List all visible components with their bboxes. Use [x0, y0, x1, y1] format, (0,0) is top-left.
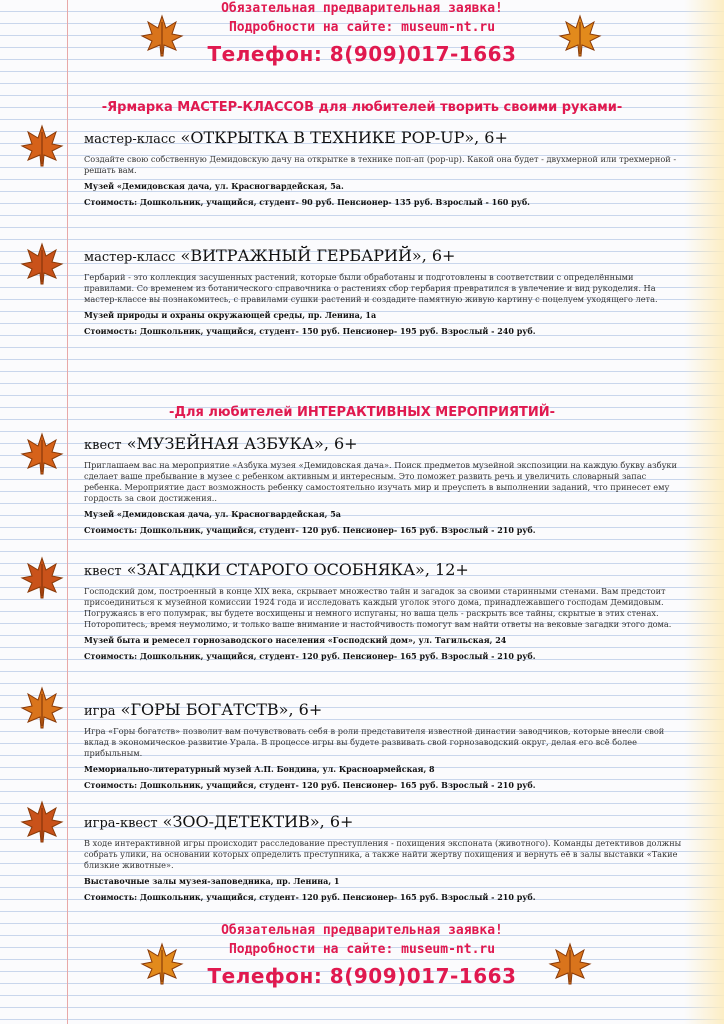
maple-leaf-icon [140, 14, 184, 58]
event-item [84, 128, 684, 208]
event-name: «МУЗЕЙНАЯ АЗБУКА», 6+ [126, 434, 358, 453]
header-notice [0, 0, 724, 70]
event-description: Гербарий - это коллекция засушенных растений, которые были обработаны и подготовлены в соответствии с определёнными правилами. Со временем из ботанического справочника о растениях сбор гербария превратился в увлечение и вид рукоделия. На мастер-классе вы познакомитесь, с правилами сушки растений и создадите памятную живую картину с поцелуем уходящего лета. [84, 272, 658, 304]
event-description: Игра «Горы богатств» позволит вам почувствовать себя в роли представителя известной династии заводчиков, которые внесли свой вклад в экономическое развитие Урала. В процессе игры вы будете развивать свой горнозаводский округ, делая его всё более прибыльным. [84, 726, 665, 758]
event-name: «ВИТРАЖНЫЙ ГЕРБАРИЙ», 6+ [180, 246, 456, 265]
footer-website-line: Подробности на сайте: museum-nt.ru [228, 942, 496, 957]
section-title-interactive: -Для любителей ИНТЕРАКТИВНЫХ МЕРОПРИЯТИЙ- [168, 405, 556, 420]
event-price: Стоимость: Дошкольник, учащийся, студент- 90 руб. Пенсионер- 135 руб. Взрослый - 160 руб. [84, 197, 530, 207]
footer-phone: Телефон: 8(909)017-1663 [207, 964, 517, 988]
event-price: Стоимость: Дошкольник, учащийся, студент- 120 руб. Пенсионер- 165 руб. Взрослый - 210 руб. [84, 525, 536, 535]
event-place: Музей быта и ремесел горнозаводского населения «Господский дом», ул. Тагильская, 24 [84, 635, 507, 645]
maple-leaf-icon [548, 942, 592, 986]
footer-notice [0, 922, 724, 992]
maple-leaf-icon [20, 432, 64, 476]
maple-leaf-icon [20, 800, 64, 844]
event-item [84, 560, 684, 662]
event-title [84, 128, 684, 150]
header-phone: Телефон: 8(909)017-1663 [207, 42, 517, 66]
event-item [84, 700, 684, 791]
event-title [84, 700, 684, 722]
event-name: «ЗАГАДКИ СТАРОГО ОСОБНЯКА», 12+ [126, 560, 469, 579]
event-title [84, 434, 684, 456]
event-item [84, 434, 684, 536]
event-place: Музей «Демидовская дача, ул. Красногвардейская, 5а. [84, 181, 344, 191]
footer-request-line: Обязательная предварительная заявка! [221, 923, 503, 938]
event-place: Выставочные залы музея-заповедника, пр. Ленина, 1 [84, 876, 340, 886]
event-description: Господский дом, построенный в конце XIX века, скрывает множество тайн и загадок за своими старинными стенами. Вам предстоит присоединиться к музейной комиссии 1924 года и исследовать каждый уголок этого дома, принадлежавшего господам Демидовым. Погружаясь в его полумрак, вы будете восхищены и немного испуганы, но ваша цель - раскрыть все тайны, скрытые в этих стенах. Поторопитесь, время неумолимо, и только ваше внимание и настойчивость помогут вам найти ответы на вековые загадки этого дома. [84, 586, 672, 629]
event-place: Мемориально-литературный музей А.П. Бондина, ул. Красноармейская, 8 [84, 764, 435, 774]
event-price: Стоимость: Дошкольник, учащийся, студент- 120 руб. Пенсионер- 165 руб. Взрослый - 210 руб. [84, 892, 536, 902]
maple-leaf-icon [20, 556, 64, 600]
event-kind: квест [84, 564, 122, 579]
maple-leaf-icon [20, 242, 64, 286]
event-kind: квест [84, 438, 122, 453]
event-item [84, 812, 684, 903]
maple-leaf-icon [558, 14, 602, 58]
header-request-line: Обязательная предварительная заявка! [221, 1, 503, 16]
event-description: Приглашаем вас на мероприятие «Азбука музея «Демидовская дача». Поиск предметов музейной экспозиции на каждую букву азбуки сделает ваше пребывание в музее с ребенком активным и интересным. Это поможет развить речь и увеличить словарный запас ребенка. Мероприятие даст возможность ребенку самостоятельно изучать мир и преуспеть в выполнении заданий, что принесет ему гордость за свои достижения.. [84, 460, 677, 503]
event-price: Стоимость: Дошкольник, учащийся, студент- 120 руб. Пенсионер- 165 руб. Взрослый - 210 руб. [84, 651, 536, 661]
event-price: Стоимость: Дошкольник, учащийся, студент- 120 руб. Пенсионер- 165 руб. Взрослый - 210 руб. [84, 780, 536, 790]
event-kind: игра [84, 704, 116, 719]
event-title [84, 560, 684, 582]
event-kind: мастер-класс [84, 132, 176, 147]
event-kind: мастер-класс [84, 250, 176, 265]
event-name: «ЗОО-ДЕТЕКТИВ», 6+ [162, 812, 354, 831]
event-title [84, 246, 684, 268]
event-price: Стоимость: Дошкольник, учащийся, студент- 150 руб. Пенсионер- 195 руб. Взрослый - 240 руб. [84, 326, 536, 336]
section-title-master-classes: -Ярмарка МАСТЕР-КЛАССОВ для любителей творить своими руками- [101, 100, 623, 115]
header-website-line: Подробности на сайте: museum-nt.ru [228, 20, 496, 35]
event-name: «ГОРЫ БОГАТСТВ», 6+ [120, 700, 323, 719]
event-item [84, 246, 684, 337]
maple-leaf-icon [20, 686, 64, 730]
event-description: В ходе интерактивной игры происходит расследование преступления - похищения экспоната (животного). Команды детективов должны собрать улики, на основании которых определить преступника, а также найти жертву похищения и вернуть её в залы выставки «Такие близкие животные». [84, 838, 682, 870]
event-place: Музей природы и охраны окружающей среды, пр. Ленина, 1а [84, 310, 377, 320]
event-description: Создайте свою собственную Демидовскую дачу на открытке в технике поп-ап (pop-up). Какой она будет - двухмерной или трехмерной - решать вам. [84, 154, 677, 175]
event-kind: игра-квест [84, 816, 158, 831]
event-place: Музей «Демидовская дача, ул. Красногвардейская, 5а [84, 509, 341, 519]
event-name: «ОТКРЫТКА В ТЕХНИКЕ POP-UP», 6+ [180, 128, 508, 147]
maple-leaf-icon [20, 124, 64, 168]
event-title [84, 812, 684, 834]
maple-leaf-icon [140, 942, 184, 986]
